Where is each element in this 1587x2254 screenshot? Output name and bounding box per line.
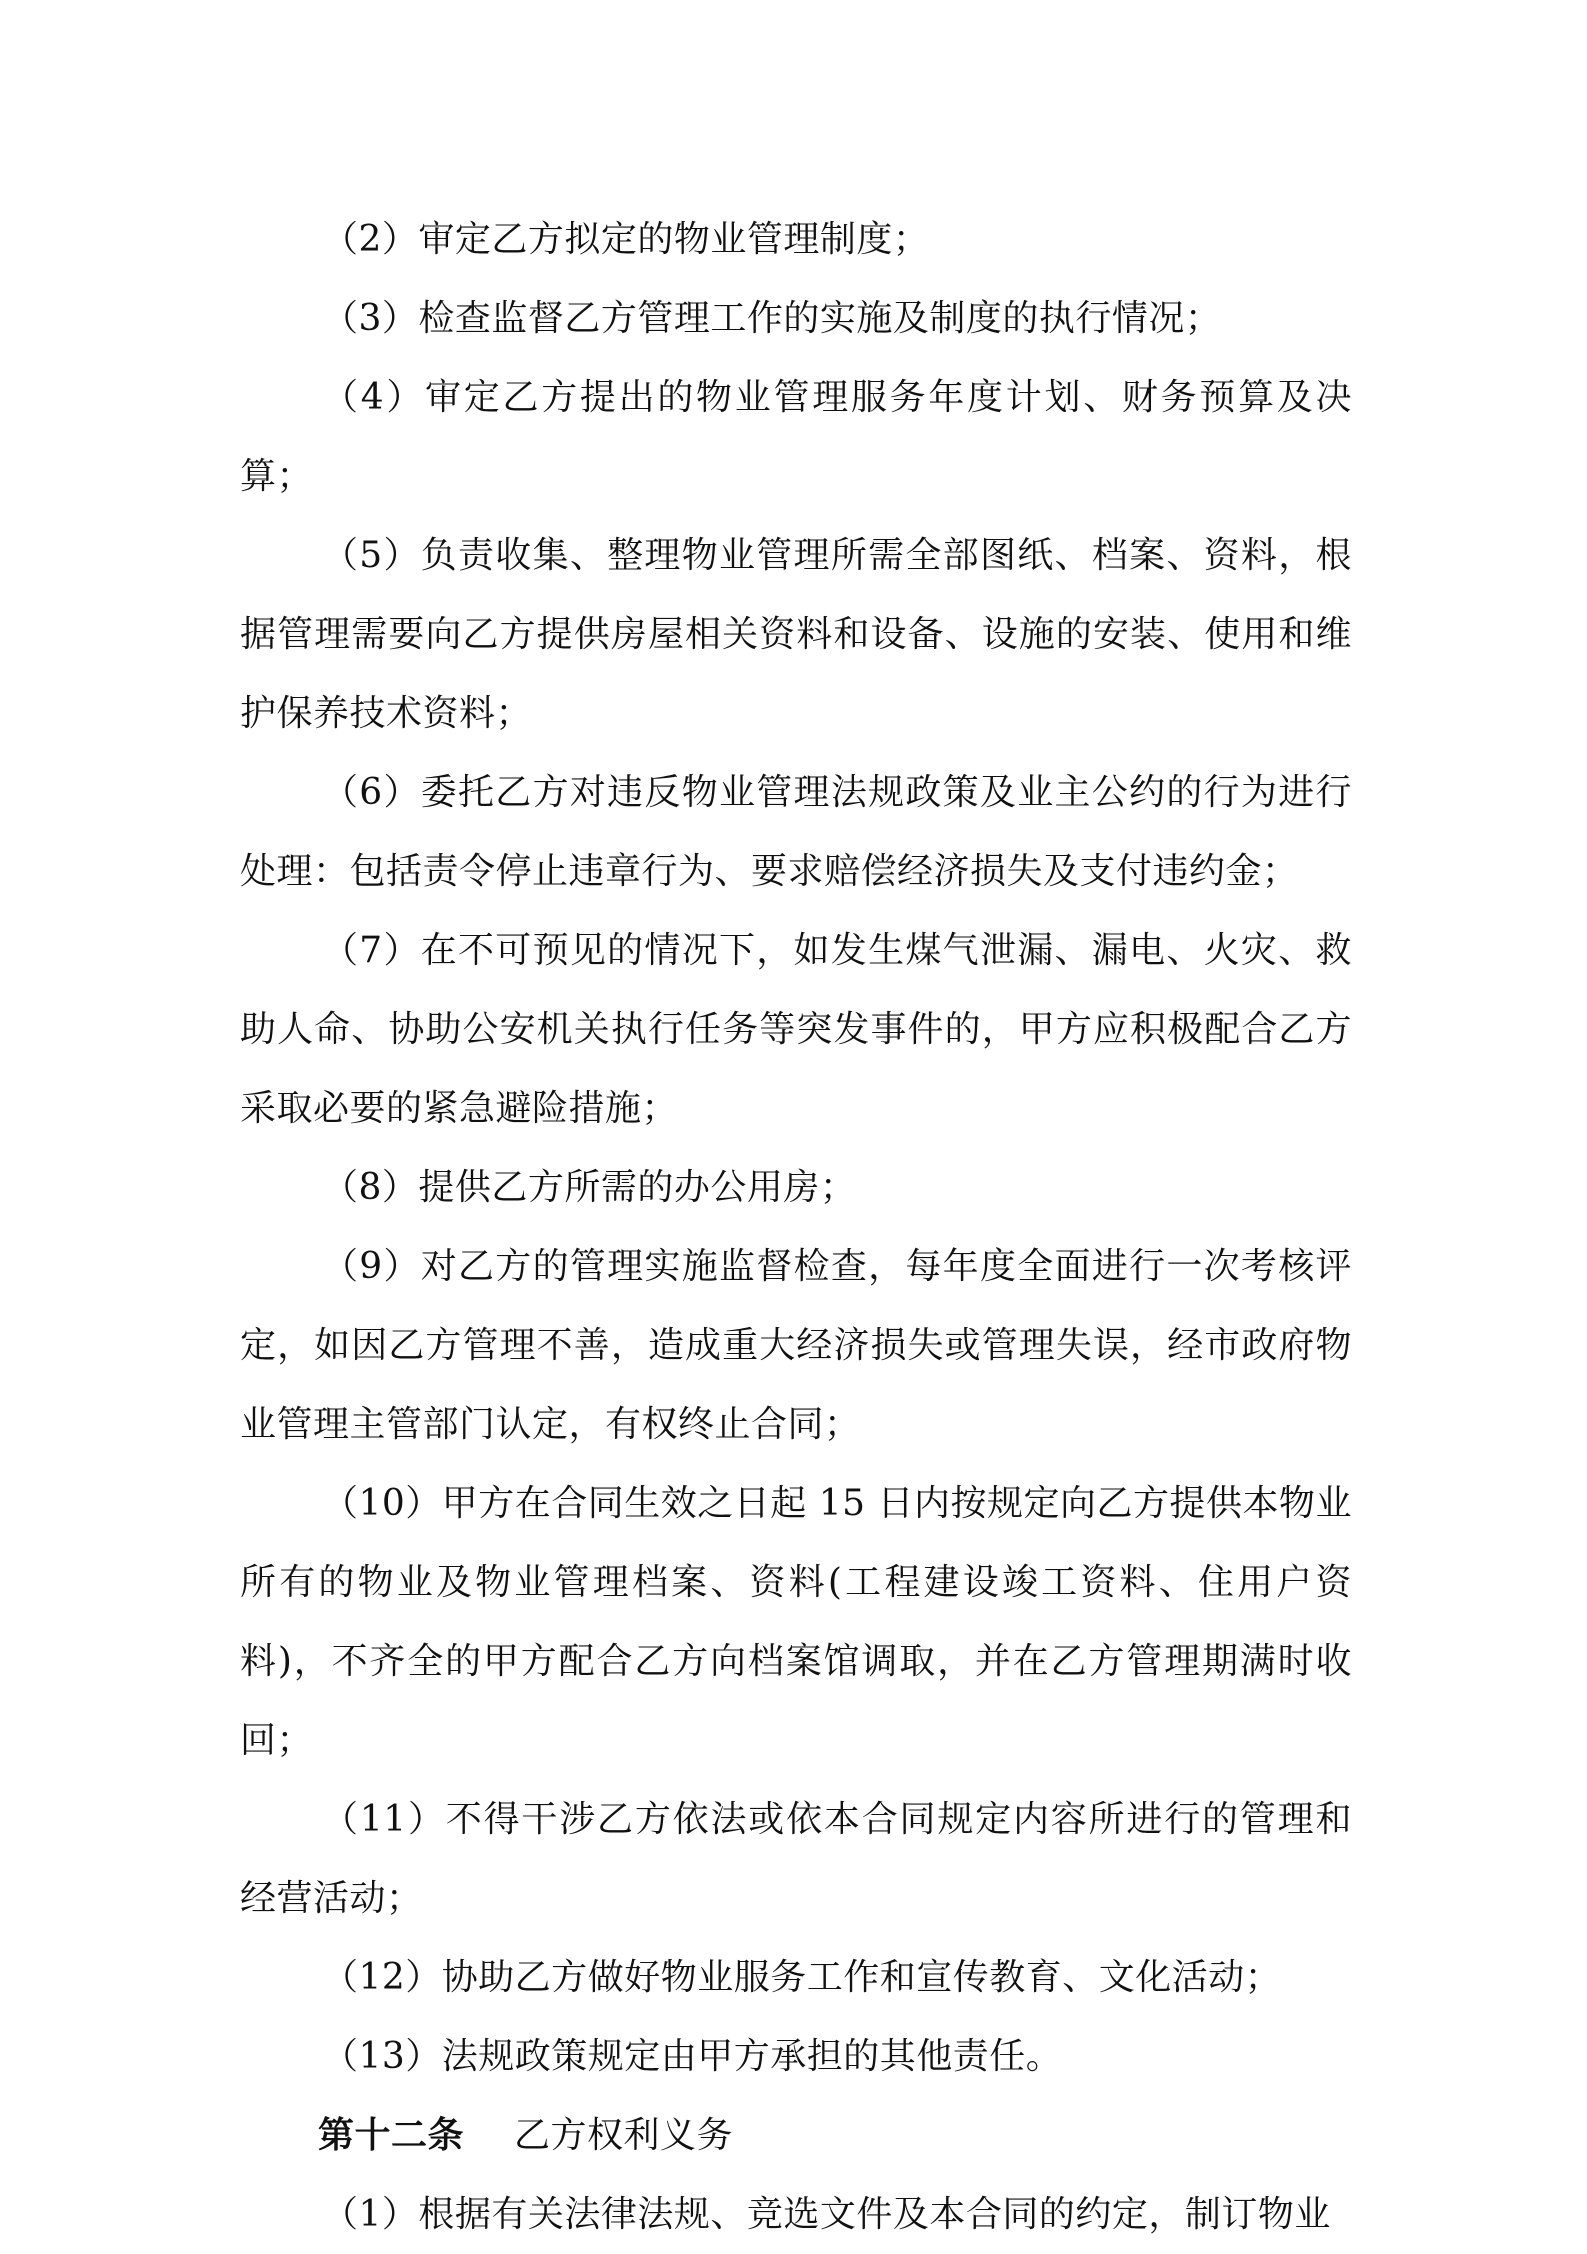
clause-5: （5）负责收集、整理物业管理所需全部图纸、档案、资料，根据管理需要向乙方提供房屋相关资料和设备、设施的安装、使用和维护保养技术资料； (240, 535, 1352, 734)
clause-7: （7）在不可预见的情况下，如发生煤气泄漏、漏电、火灾、救助人命、协助公安机关执行任务等突发事件的，甲方应积极配合乙方采取必要的紧急避险措施； (240, 930, 1352, 1129)
clause-13: （13）法规政策规定由甲方承担的其他责任。 (322, 2036, 1063, 2077)
clause-2: （2）审定乙方拟定的物业管理制度； (322, 219, 930, 260)
clause-4: （4）审定乙方提出的物业管理服务年度计划、财务预算及决算； (240, 377, 1352, 497)
section-number: 第十二条 (318, 2115, 465, 2156)
clause-8: （8）提供乙方所需的办公用房； (322, 1167, 857, 1208)
clause-11: （11）不得干涉乙方依法或依本合同规定内容所进行的管理和经营活动； (240, 1799, 1352, 1919)
document-body (240, 200, 1352, 2254)
clause-3: （3）检查监督乙方管理工作的实施及制度的执行情况； (322, 298, 1222, 339)
section-name: 乙方权利义务 (514, 2115, 734, 2156)
party-b-clause-1: （1）根据有关法律法规、竞选文件及本合同的约定，制订物业 (322, 2194, 1331, 2235)
clause-9: （9）对乙方的管理实施监督检查，每年度全面进行一次考核评定，如因乙方管理不善，造成重大经济损失或管理失误，经市政府物业管理主管部门认定，有权终止合同； (240, 1246, 1352, 1445)
clause-6: （6）委托乙方对违反物业管理法规政策及业主公约的行为进行处理：包括责令停止违章行为、要求赔偿经济损失及支付违约金； (240, 772, 1352, 892)
clause-12: （12）协助乙方做好物业服务工作和宣传教育、文化活动； (322, 1957, 1282, 1998)
section-heading (240, 2096, 1352, 2175)
clause-10: （10）甲方在合同生效之日起 15 日内按规定向乙方提供本物业所有的物业及物业管理档案、资料(工程建设竣工资料、住用户资料)，不齐全的甲方配合乙方向档案馆调取，并在乙方管理期满时收回； (240, 1483, 1353, 1761)
